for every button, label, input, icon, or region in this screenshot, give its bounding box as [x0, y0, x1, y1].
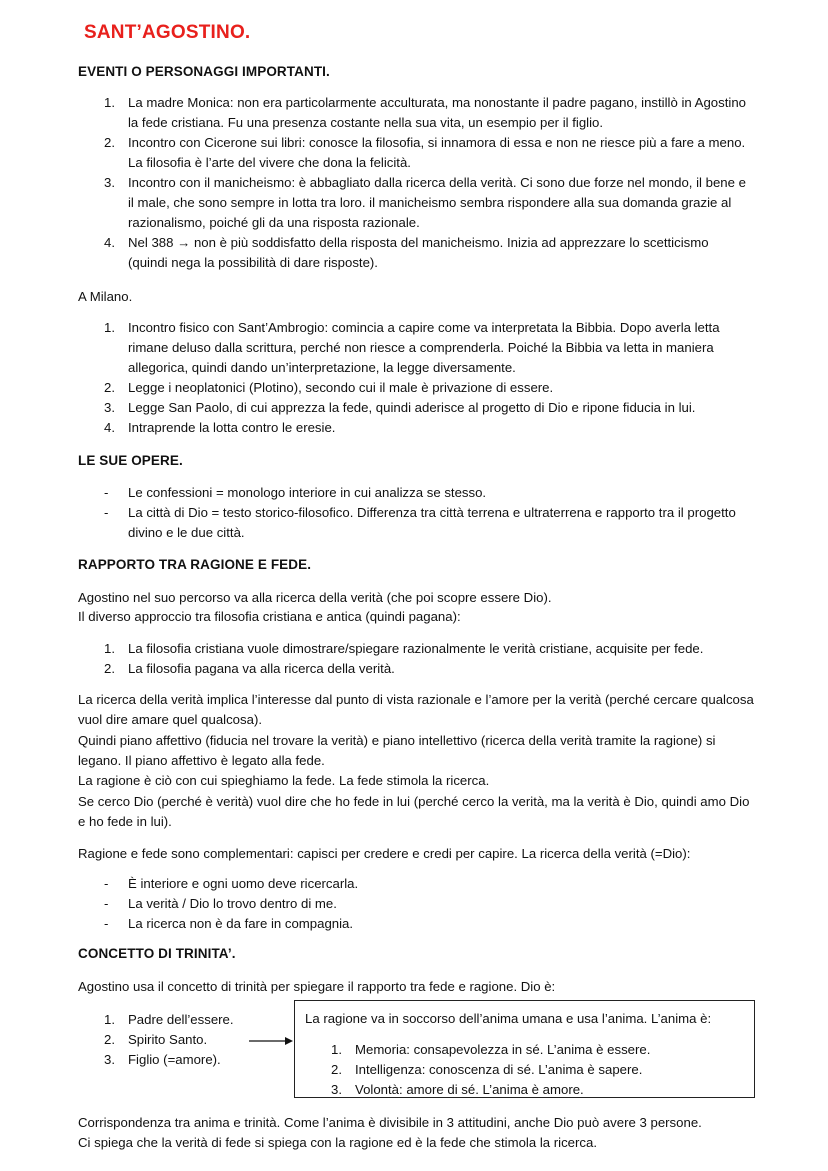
anima-list: [295, 1040, 735, 1100]
list-item: [295, 1060, 745, 1080]
list-item: [295, 1080, 745, 1100]
anima-box: [294, 1000, 755, 1098]
list-number: 2.: [104, 1032, 115, 1047]
list-item-text: Incontro con Cicerone sui libri: conosce la filosofia, si innamora di essa e non ne riesce più a fare a meno. La filosofia è l’arte del vivere che dona la felicità.: [128, 135, 746, 170]
list-number: 2.: [104, 661, 115, 676]
list-item: [0, 93, 748, 133]
list-dash: -: [104, 916, 109, 931]
list-item-text: Spirito Santo.: [128, 1032, 208, 1047]
list-number: 1.: [331, 1042, 342, 1057]
list-item-text: Incontro con il manicheismo: è abbagliato dalla ricerca della verità. Ci sono due forze nel mondo, il bene e il male, che sono sempre in lotta tra loro. il manicheismo sembra rispondere alla sua domanda grazie al razionalismo, poiché gli da una risposta razionale.: [128, 175, 746, 230]
rapporto-paragraph-1: La ricerca della verità implica l’interesse dal punto di vista razionale e l’amore per la verità (perché cercare qualcosa vuol dire amare quel qualcosa).: [78, 692, 754, 727]
list-item-text: La ricerca non è da fare in compagnia.: [128, 916, 354, 931]
rapporto-list: [0, 639, 828, 679]
list-dash: -: [104, 876, 109, 891]
list-number: 1.: [104, 641, 115, 656]
list-item-text: Memoria: consapevolezza in sé. L’anima è essere.: [355, 1042, 651, 1057]
list-item: [0, 1030, 258, 1050]
list-item-text: Nel 388 → non è più soddisfatto della risposta del manicheismo. Inizia ad apprezzare lo scetticismo (quindi nega la possibilità di dare risposte).: [128, 235, 709, 270]
list-item-text: Volontà: amore di sé. L’anima è amore.: [355, 1082, 584, 1097]
list-item-text: La città di Dio = testo storico-filosofico. Differenza tra città terrena e ultraterrena e rapporto tra il progetto divino e le due città.: [128, 505, 736, 540]
page-title: SANT’AGOSTINO.: [84, 22, 251, 43]
list-dash: -: [104, 505, 109, 520]
eventi-list: [0, 93, 828, 273]
section-heading-trinita: CONCETTO DI TRINITA’.: [78, 946, 236, 961]
list-item: [295, 1040, 745, 1060]
list-item-text: Figlio (=amore).: [128, 1052, 221, 1067]
closing-paragraph-1: Corrispondenza tra anima e trinità. Come l’anima è divisibile in 3 attitudini, anche Dio può avere 3 persone.: [78, 1115, 702, 1130]
list-item-text: Padre dell’essere.: [128, 1012, 234, 1027]
list-item-text: La filosofia cristiana vuole dimostrare/spiegare razionalmente le verità cristiane, acquisite per fede.: [128, 641, 704, 656]
list-item: [0, 639, 748, 659]
rapporto-paragraph-4: Se cerco Dio (perché è verità) vuol dire che ho fede in lui (perché cerco la verità, ma la verità è Dio, quindi amo Dio e ho fede in lui).: [78, 794, 750, 829]
verita-list: [0, 874, 828, 934]
list-item: [0, 874, 748, 894]
opere-list: [0, 483, 828, 543]
list-number: 2.: [104, 135, 115, 150]
list-number: 1.: [104, 95, 115, 110]
list-item: [0, 503, 748, 543]
milano-label: A Milano.: [78, 289, 133, 304]
list-item-text: La madre Monica: non era particolarmente acculturata, ma nonostante il padre pagano, instillò in Agostino la fede cristiana. Fu una presenza costante nella sua vita, un esempio per il figlio.: [128, 95, 746, 130]
section-heading-eventi: EVENTI O PERSONAGGI IMPORTANTI.: [78, 64, 330, 79]
list-item: [0, 894, 748, 914]
milano-list: [0, 318, 828, 438]
list-item: [0, 173, 748, 233]
list-item: [0, 418, 748, 438]
list-number: 4.: [104, 420, 115, 435]
rapporto-intro-2: Il diverso approccio tra filosofia cristiana e antica (quindi pagana):: [78, 609, 461, 624]
list-item: [0, 483, 748, 503]
section-heading-opere: LE SUE OPERE.: [78, 453, 183, 468]
list-item-text: Le confessioni = monologo interiore in cui analizza se stesso.: [128, 485, 487, 500]
list-number: 2.: [104, 380, 115, 395]
list-item: [0, 1050, 258, 1070]
trinita-intro: Agostino usa il concetto di trinità per spiegare il rapporto tra fede e ragione. Dio è:: [78, 979, 556, 994]
list-dash: -: [104, 485, 109, 500]
list-item: [0, 133, 748, 173]
list-item: [0, 659, 748, 679]
list-number: 2.: [331, 1062, 342, 1077]
rapporto-paragraph-5: Ragione e fede sono complementari: capisci per credere e credi per capire. La ricerca della verità (=Dio):: [78, 846, 691, 861]
rapporto-paragraph-2: Quindi piano affettivo (fiducia nel trovare la verità) e piano intellettivo (ricerca della verità tramite la ragione) si legano. Il piano affettivo è legato alla fede.: [78, 733, 716, 768]
list-number: 3.: [104, 175, 115, 190]
list-dash: -: [104, 896, 109, 911]
rapporto-paragraph-3: La ragione è ciò con cui spieghiamo la fede. La fede stimola la ricerca.: [78, 773, 490, 788]
list-item-text: È interiore e ogni uomo deve ricercarla.: [128, 876, 359, 891]
list-item-text: Legge i neoplatonici (Plotino), secondo cui il male è privazione di essere.: [128, 380, 554, 395]
list-item-text: Intelligenza: conoscenza di sé. L’anima è sapere.: [355, 1062, 643, 1077]
list-item-text: Intraprende la lotta contro le eresie.: [128, 420, 336, 435]
list-item-text: Incontro fisico con Sant’Ambrogio: comincia a capire come va interpretata la Bibbia. Dopo averla letta rimane deluso dalla scrittura, perché non riesce a comprenderla. Poiché la Bibbia va letta in maniera allegorica, quindi dando un’interpretazione, la legge diversamente.: [128, 320, 720, 375]
list-number: 4.: [104, 235, 115, 250]
list-number: 1.: [104, 320, 115, 335]
section-heading-rapporto: RAPPORTO TRA RAGIONE E FEDE.: [78, 557, 312, 572]
list-item: [0, 914, 748, 934]
list-item: [0, 1010, 258, 1030]
list-item: [0, 318, 748, 378]
anima-box-intro: La ragione va in soccorso dell’anima umana e usa l’anima. L’anima è:: [305, 1011, 712, 1026]
list-number: 3.: [104, 1052, 115, 1067]
list-item: [0, 233, 748, 273]
rapporto-intro-1: Agostino nel suo percorso va alla ricerca della verità (che poi scopre essere Dio).: [78, 590, 552, 605]
closing-paragraph-2: Ci spiega che la verità di fede si spiega con la ragione ed è la fede che stimola la ricerca.: [78, 1135, 598, 1150]
list-item: [0, 378, 748, 398]
list-number: 3.: [104, 400, 115, 415]
list-number: 3.: [331, 1082, 342, 1097]
list-item-text: Legge San Paolo, di cui apprezza la fede, quindi aderisce al progetto di Dio e ripone fiducia in lui.: [128, 400, 696, 415]
list-item: [0, 398, 748, 418]
right-arrow-icon: [248, 1034, 294, 1048]
list-item-text: La filosofia pagana va alla ricerca della verità.: [128, 661, 395, 676]
list-item-text: La verità / Dio lo trovo dentro di me.: [128, 896, 337, 911]
list-number: 1.: [104, 1012, 115, 1027]
